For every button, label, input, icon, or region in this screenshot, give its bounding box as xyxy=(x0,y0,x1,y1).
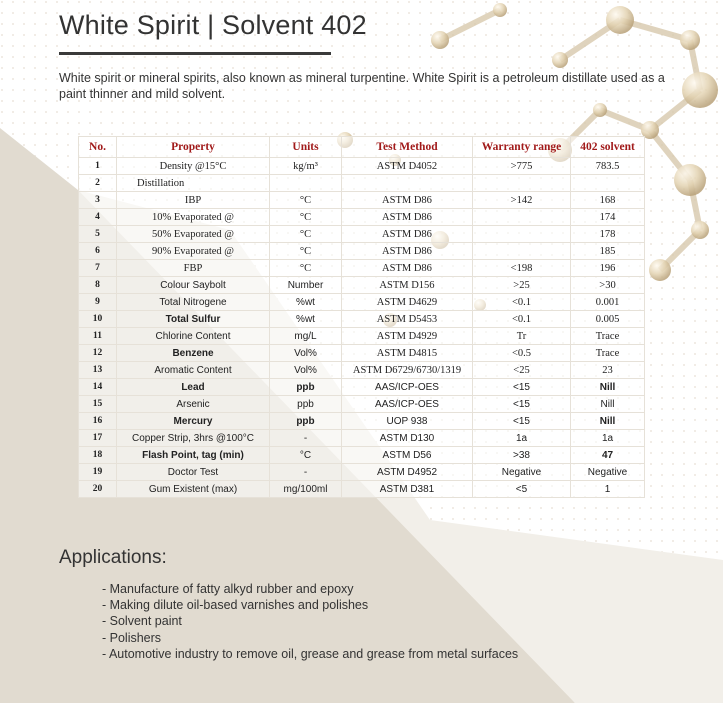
cell-property: Gum Existent (max) xyxy=(117,481,270,498)
table-row xyxy=(79,311,645,328)
cell-no: 4 xyxy=(79,209,117,226)
cell-range: Tr xyxy=(473,328,571,345)
table-row xyxy=(79,243,645,260)
cell-no: 5 xyxy=(79,226,117,243)
cell-range: <0.5 xyxy=(473,345,571,362)
cell-property: Arsenic xyxy=(117,396,270,413)
cell-property: Total Sulfur xyxy=(117,311,270,328)
cell-property: Copper Strip, 3hrs @100°C xyxy=(117,430,270,447)
cell-no: 8 xyxy=(79,277,117,294)
cell-method: AAS/ICP-OES xyxy=(342,379,473,396)
cell-property: IBP xyxy=(117,192,270,209)
table-row xyxy=(79,464,645,481)
table-row xyxy=(79,430,645,447)
cell-range: <5 xyxy=(473,481,571,498)
cell-property: 90% Evaporated @ xyxy=(117,243,270,260)
cell-no: 14 xyxy=(79,379,117,396)
cell-method: ASTM D56 xyxy=(342,447,473,464)
cell-property: Chlorine Content xyxy=(117,328,270,345)
cell-method: ASTM D4929 xyxy=(342,328,473,345)
cell-solvent: 0.005 xyxy=(571,311,645,328)
list-item: - Automotive industry to remove oil, grease and grease from metal surfaces xyxy=(102,646,519,661)
table-row xyxy=(79,209,645,226)
cell-property: Doctor Test xyxy=(117,464,270,481)
table-row xyxy=(79,158,645,175)
cell-units: Vol% xyxy=(270,362,342,379)
cell-method: ASTM D86 xyxy=(342,192,473,209)
title-underline xyxy=(59,52,331,55)
cell-no: 9 xyxy=(79,294,117,311)
cell-no: 15 xyxy=(79,396,117,413)
cell-units: mg/100ml xyxy=(270,481,342,498)
cell-solvent: 196 xyxy=(571,260,645,277)
cell-range: >142 xyxy=(473,192,571,209)
table-row xyxy=(79,294,645,311)
cell-no: 16 xyxy=(79,413,117,430)
cell-units: °C xyxy=(270,192,342,209)
cell-solvent: Nill xyxy=(571,379,645,396)
cell-solvent: 174 xyxy=(571,209,645,226)
spec-table xyxy=(78,136,645,498)
cell-no: 12 xyxy=(79,345,117,362)
list-item: - Making dilute oil-based varnishes and polishes xyxy=(102,598,369,613)
cell-range: <198 xyxy=(473,260,571,277)
cell-range: >25 xyxy=(473,277,571,294)
header-property: Property xyxy=(117,137,270,158)
cell-property: 10% Evaporated @ xyxy=(117,209,270,226)
cell-method: ASTM D130 xyxy=(342,430,473,447)
cell-units: Number xyxy=(270,277,342,294)
cell-method: ASTM D6729/6730/1319 xyxy=(342,362,473,379)
list-item: - Polishers xyxy=(102,630,162,645)
cell-units: ppb xyxy=(270,413,342,430)
cell-no: 2 xyxy=(79,175,117,192)
cell-range: >775 xyxy=(473,158,571,175)
cell-range xyxy=(473,209,571,226)
cell-method: ASTM D5453 xyxy=(342,311,473,328)
table-row xyxy=(79,481,645,498)
table-row xyxy=(79,192,645,209)
header-units: Units xyxy=(270,137,342,158)
cell-method: ASTM D86 xyxy=(342,243,473,260)
cell-solvent: 23 xyxy=(571,362,645,379)
cell-solvent: 783.5 xyxy=(571,158,645,175)
page-title: White Spirit | Solvent 402 xyxy=(59,10,367,40)
cell-method: AAS/ICP-OES xyxy=(342,396,473,413)
cell-no: 18 xyxy=(79,447,117,464)
cell-property: Lead xyxy=(117,379,270,396)
cell-property: Total Nitrogene xyxy=(117,294,270,311)
cell-no: 13 xyxy=(79,362,117,379)
cell-units: - xyxy=(270,464,342,481)
cell-solvent: Nill xyxy=(571,396,645,413)
cell-no: 1 xyxy=(79,158,117,175)
cell-units: °C xyxy=(270,447,342,464)
cell-range: >38 xyxy=(473,447,571,464)
cell-solvent: 0.001 xyxy=(571,294,645,311)
cell-range xyxy=(473,226,571,243)
cell-method: ASTM D4629 xyxy=(342,294,473,311)
applications-list xyxy=(102,581,518,662)
table-row xyxy=(79,277,645,294)
cell-no: 10 xyxy=(79,311,117,328)
cell-method: ASTM D156 xyxy=(342,277,473,294)
cell-range: 1a xyxy=(473,430,571,447)
cell-solvent: Trace xyxy=(571,345,645,362)
table-row xyxy=(79,413,645,430)
table-header-row xyxy=(79,137,645,158)
cell-property: Colour Saybolt xyxy=(117,277,270,294)
cell-property: Aromatic Content xyxy=(117,362,270,379)
cell-no: 17 xyxy=(79,430,117,447)
cell-solvent: Trace xyxy=(571,328,645,345)
cell-range: <0.1 xyxy=(473,294,571,311)
cell-solvent: 1 xyxy=(571,481,645,498)
cell-range xyxy=(473,243,571,260)
table-row xyxy=(79,447,645,464)
table-row xyxy=(79,396,645,413)
cell-property: Mercury xyxy=(117,413,270,430)
cell-no: 20 xyxy=(79,481,117,498)
cell-solvent xyxy=(571,175,645,192)
cell-method: ASTM D86 xyxy=(342,260,473,277)
cell-solvent: Negative xyxy=(571,464,645,481)
cell-units xyxy=(270,175,342,192)
cell-method: ASTM D4952 xyxy=(342,464,473,481)
cell-property: 50% Evaporated @ xyxy=(117,226,270,243)
cell-range xyxy=(473,175,571,192)
cell-no: 6 xyxy=(79,243,117,260)
cell-solvent: 47 xyxy=(571,447,645,464)
cell-units: kg/m³ xyxy=(270,158,342,175)
cell-units: Vol% xyxy=(270,345,342,362)
header-402-solvent: 402 solvent xyxy=(571,137,645,158)
cell-range: <0.1 xyxy=(473,311,571,328)
header-warranty-range: Warranty range xyxy=(473,137,571,158)
table-row xyxy=(79,362,645,379)
intro-paragraph: White spirit or mineral spirits, also known as mineral turpentine. White Spirit is a petroleum distillate used as a paint thinner and mild solvent. xyxy=(59,71,665,101)
list-item: - Manufacture of fatty alkyd rubber and epoxy xyxy=(102,582,354,596)
cell-property: Distillation xyxy=(117,175,270,192)
cell-property: Density @15°C xyxy=(117,158,270,175)
cell-units: °C xyxy=(270,243,342,260)
cell-method: ASTM D86 xyxy=(342,209,473,226)
table-row xyxy=(79,379,645,396)
table-row xyxy=(79,345,645,362)
cell-method: ASTM D4815 xyxy=(342,345,473,362)
cell-solvent: 178 xyxy=(571,226,645,243)
cell-no: 19 xyxy=(79,464,117,481)
cell-solvent: Nill xyxy=(571,413,645,430)
cell-method: ASTM D86 xyxy=(342,226,473,243)
cell-property: Benzene xyxy=(117,345,270,362)
cell-method: ASTM D381 xyxy=(342,481,473,498)
cell-units: °C xyxy=(270,226,342,243)
cell-solvent: 185 xyxy=(571,243,645,260)
cell-units: %wt xyxy=(270,311,342,328)
cell-range: Negative xyxy=(473,464,571,481)
cell-no: 7 xyxy=(79,260,117,277)
cell-units: °C xyxy=(270,209,342,226)
cell-units: - xyxy=(270,430,342,447)
table-row xyxy=(79,260,645,277)
cell-solvent: 1a xyxy=(571,430,645,447)
cell-range: <15 xyxy=(473,413,571,430)
cell-units: ppb xyxy=(270,396,342,413)
cell-solvent: 168 xyxy=(571,192,645,209)
cell-range: <15 xyxy=(473,379,571,396)
cell-units: mg/L xyxy=(270,328,342,345)
cell-method: ASTM D4052 xyxy=(342,158,473,175)
cell-no: 3 xyxy=(79,192,117,209)
list-item: - Solvent paint xyxy=(102,614,182,629)
cell-property: FBP xyxy=(117,260,270,277)
cell-units: %wt xyxy=(270,294,342,311)
header-no: No. xyxy=(79,137,117,158)
cell-units: °C xyxy=(270,260,342,277)
table-row xyxy=(79,328,645,345)
header-test-method: Test Method xyxy=(342,137,473,158)
cell-solvent: >30 xyxy=(571,277,645,294)
cell-property: Flash Point, tag (min) xyxy=(117,447,270,464)
cell-method: UOP 938 xyxy=(342,413,473,430)
table-row xyxy=(79,175,645,192)
applications-heading: Applications: xyxy=(59,547,167,568)
table-row xyxy=(79,226,645,243)
cell-range: <15 xyxy=(473,396,571,413)
cell-method xyxy=(342,175,473,192)
cell-no: 11 xyxy=(79,328,117,345)
cell-range: <25 xyxy=(473,362,571,379)
cell-units: ppb xyxy=(270,379,342,396)
